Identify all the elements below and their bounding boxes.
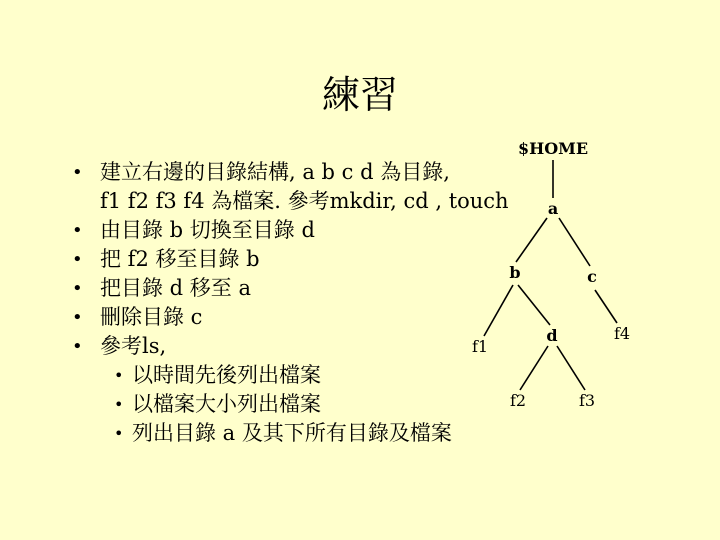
sub-list-item-text: 以檔案大小列出檔案: [132, 392, 321, 416]
slide-title: 練習: [321, 73, 398, 117]
node-f3: f3: [578, 391, 596, 410]
edge-b-f1: [484, 285, 513, 336]
list-item-text: 參考ls,: [100, 334, 167, 358]
list-item-text: 建立右邊的目錄結構, a b c d 為目錄,: [100, 160, 450, 184]
edge-d-f2: [520, 346, 548, 390]
node-a: a: [547, 199, 559, 218]
node-d: d: [546, 326, 558, 345]
bullet-dot: •: [114, 366, 124, 385]
bullet-dot: •: [72, 307, 83, 328]
bullet-dot: •: [72, 249, 83, 270]
bullet-dot: •: [72, 278, 83, 299]
node-f4: f4: [613, 324, 631, 343]
bullet-dot: •: [72, 220, 83, 241]
list-item-text: 由目錄 b 切換至目錄 d: [100, 218, 315, 242]
node-f1: f1: [471, 337, 489, 356]
sub-list-item-text: 以時間先後列出檔案: [132, 363, 321, 387]
bullet-dot: •: [72, 336, 83, 357]
edge-a-b: [516, 218, 547, 262]
list-item-text: 把目錄 d 移至 a: [100, 276, 251, 300]
bullet-dot: •: [114, 424, 124, 443]
node-b: b: [509, 263, 521, 282]
edge-d-f3: [557, 346, 585, 390]
list-item-text: 刪除目錄 c: [100, 305, 203, 329]
bullet-dot: •: [72, 162, 83, 183]
list-item-text: 把 f2 移至目錄 b: [100, 247, 260, 271]
node-c: c: [587, 267, 597, 286]
edge-b-d: [518, 285, 550, 325]
sub-list-item-text: 列出目錄 a 及其下所有目錄及檔案: [132, 421, 452, 445]
bullet-dot: •: [114, 395, 124, 414]
list-item-text-continued: f1 f2 f3 f4 為檔案. 參考mkdir, cd , touch: [100, 189, 509, 213]
node-f2: f2: [509, 391, 527, 410]
node-home: $HOME: [517, 139, 589, 158]
edge-c-f4: [595, 290, 617, 323]
edge-a-c: [559, 218, 590, 266]
